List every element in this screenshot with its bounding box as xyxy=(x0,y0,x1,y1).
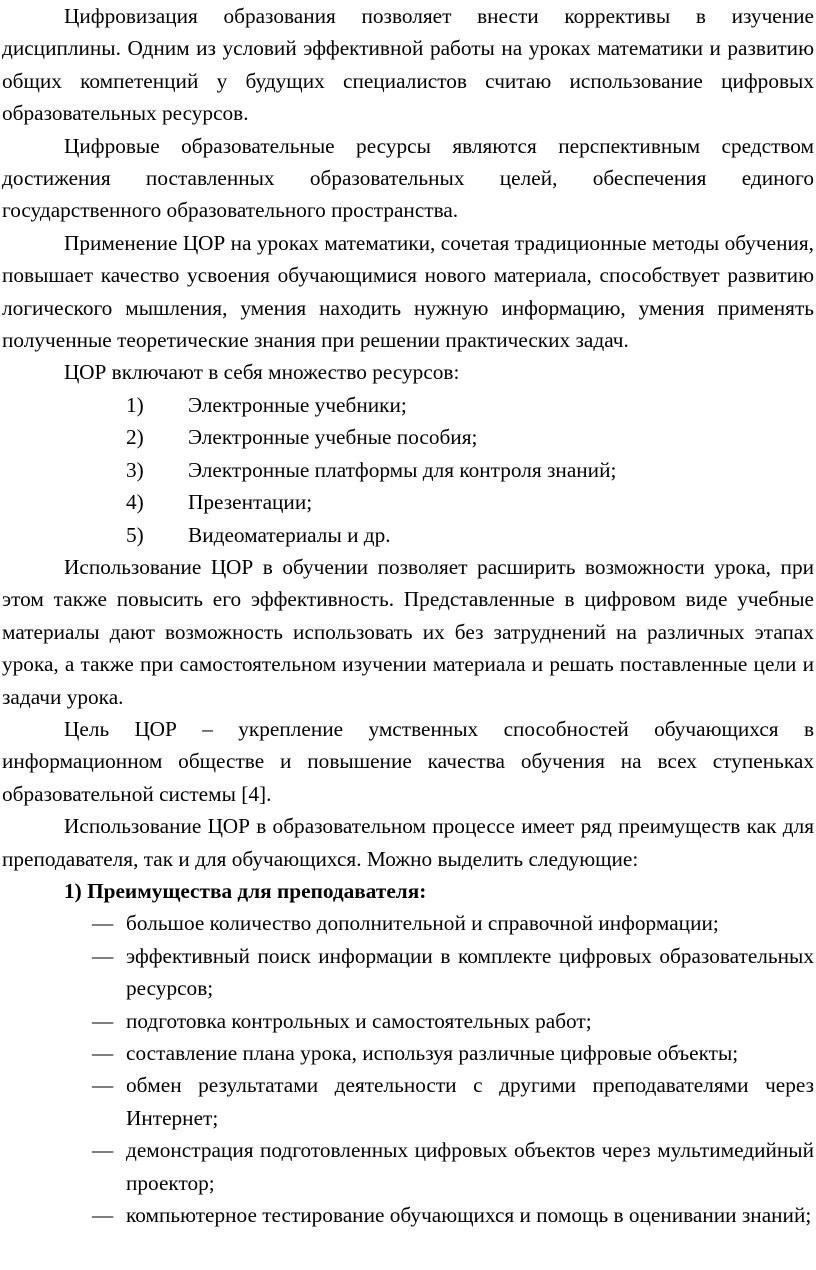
list-item xyxy=(92,1069,814,1134)
dash-marker: — xyxy=(92,1041,114,1065)
list-item-text: подготовка контрольных и самостоятельных работ; xyxy=(126,1008,592,1033)
list-item xyxy=(92,1199,814,1231)
list-item xyxy=(2,486,814,518)
list-item xyxy=(92,940,814,1005)
list-item xyxy=(92,1037,814,1069)
list-item-number: 5) xyxy=(126,522,144,547)
paragraph-dor-application: Применение ЦОР на уроках математики, сочетая традиционные методы обучения, повышает качество усвоения обучающимися нового материала, способствует развитию логического мышления, умения находить нужную информацию, умения применять полученные теоретические знания при решении практических задач. xyxy=(2,230,814,353)
paragraph-digital-resources: Цифровые образовательные ресурсы являются перспективным средством достижения поставленных образовательных целей, обеспечения единого государственного образовательного пространства. xyxy=(2,133,814,223)
paragraph-digitalization: Цифровизация образования позволяет внести коррективы в изучение дисциплины. Одним из условий эффективной работы на уроках математики и развитию общих компетенций у будущих специалистов считаю использование цифровых образовательных ресурсов. xyxy=(2,4,814,126)
paragraph-dor-includes: ЦОР включают в себя множество ресурсов: xyxy=(64,360,460,385)
resource-list xyxy=(2,389,814,551)
list-item-text: демонстрация подготовленных цифровых объектов через мультимедийный проектор; xyxy=(126,1138,814,1195)
dash-marker: — xyxy=(92,911,114,936)
list-item xyxy=(2,389,814,421)
paragraph-dor-usage: Использование ЦОР в обучении позволяет расширить возможности урока, при этом также повысить его эффективность. Представленные в цифровом виде учебные материалы дают возможность использовать их без затруднений на различных этапах урока, а также при самостоятельном изучении материала и решать поставленные цели и задачи урока. xyxy=(2,554,814,709)
list-item xyxy=(92,907,814,939)
dash-marker: — xyxy=(92,943,114,968)
list-item-number: 1) xyxy=(126,392,144,417)
list-item-text: Электронные платформы для контроля знаний; xyxy=(188,457,617,482)
list-item-text: составление плана урока, используя различные цифровые объекты; xyxy=(126,1041,739,1065)
paragraph-dor-advantages: Использование ЦОР в образовательном процессе имеет ряд преимуществ как для преподавателя, так и для обучающихся. Можно выделить следующие: xyxy=(2,814,814,871)
list-item-text: Электронные учебные пособия; xyxy=(188,425,478,450)
list-item xyxy=(92,1134,814,1199)
list-item-text: Презентации; xyxy=(188,490,313,515)
list-item xyxy=(2,519,814,551)
dash-marker: — xyxy=(92,1008,114,1033)
list-item-text: Видеоматериалы и др. xyxy=(188,522,391,547)
advantages-list xyxy=(2,907,814,1231)
paragraph-dor-goal: Цель ЦОР – укрепление умственных способностей обучающихся в информационном обществе и повышение качества обучения на всех ступеньках образовательной системы [4]. xyxy=(2,716,814,806)
list-item-text: Электронные учебники; xyxy=(188,392,407,417)
list-item xyxy=(2,421,814,453)
section-heading: 1) Преимущества для преподавателя: xyxy=(64,878,427,903)
list-item xyxy=(2,454,814,486)
dash-marker: — xyxy=(92,1203,114,1228)
list-item-text: компьютерное тестирование обучающихся и помощь в оценивании знаний; xyxy=(126,1203,812,1228)
dash-marker: — xyxy=(92,1138,114,1163)
list-item-text: обмен результатами деятельности с другими преподавателями через Интернет; xyxy=(126,1073,814,1130)
list-item-number: 3) xyxy=(126,457,144,482)
list-item-number: 4) xyxy=(126,490,144,515)
dash-marker: — xyxy=(92,1073,114,1098)
list-item-number: 2) xyxy=(126,425,144,450)
list-item-text: эффективный поиск информации в комплекте цифровых образовательных ресурсов; xyxy=(126,943,814,1001)
list-item xyxy=(92,1005,814,1037)
list-item-text: большое количество дополнительной и справочной информации; xyxy=(126,911,719,936)
